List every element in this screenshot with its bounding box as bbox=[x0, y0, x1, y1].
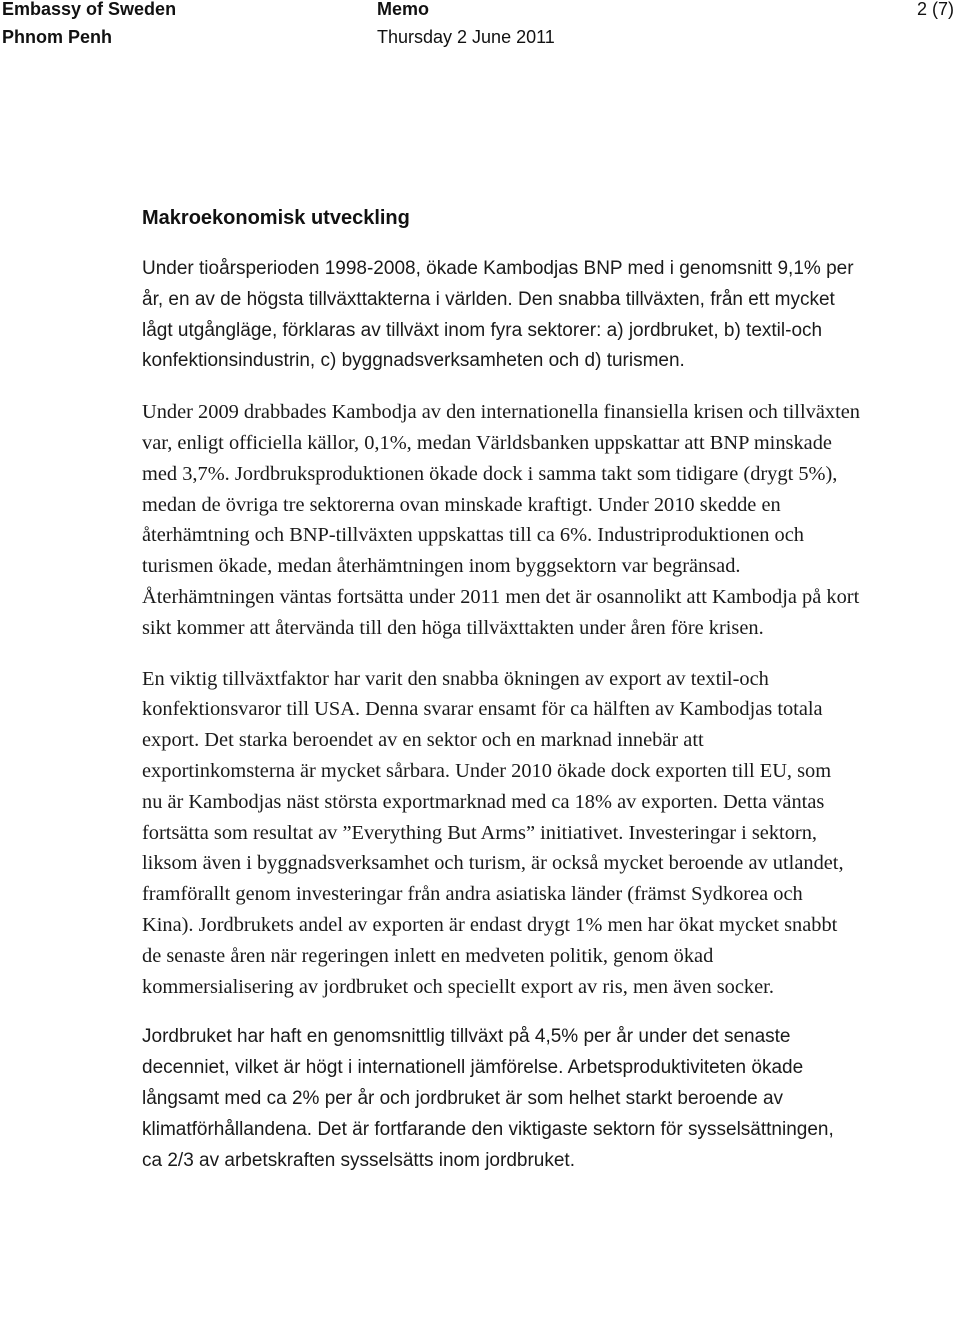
section-heading: Makroekonomisk utveckling bbox=[142, 207, 410, 229]
memo-body bbox=[142, 203, 882, 1176]
header-page-number: 2 (7) bbox=[916, 0, 954, 19]
header-date: Thursday 2 June 2011 bbox=[377, 27, 555, 47]
paragraph-agriculture: Jordbruket har haft en genomsnittlig tillväxt på 4,5% per år under det senaste decenniet, vilket är högt i internationell jämförelse. Arbetsproduktiviteten ökade långsamt med ca 2% per år och jordbruket är som helhet starkt beroende av klimatförhållandena. Det är fortfarande den viktigaste sektorn för sysselsättningen, ca 2/3 av arbetskraften sysselsätts inom jordbruket. bbox=[142, 1026, 834, 1171]
paragraph-gdp-growth: Under tioårsperioden 1998-2008, ökade Kambodjas BNP med i genomsnitt 9,1% per år, en av de högsta tillväxttakterna i världen. Den snabba tillväxten, från ett mycket lågt utgångläge, förklaras av tillväxt inom fyra sektorer: a) jordbruket, b) textil-och konfektionsindustrin, c) byggnadsverksamheten och d) turismen. bbox=[142, 258, 854, 372]
paragraph-financial-crisis: Under 2009 drabbades Kambodja av den internationella finansiella krisen och tillväxten var, enligt officiella källor, 0,1%, medan Världsbanken uppskattar att BNP minskade med 3,7%. Jordbruksproduktionen ökade dock i samma takt som tidigare (drygt 5%), medan de övriga tre sektorerna ovan minskade kraftigt. Under 2010 skedde en återhämtning och BNP-tillväxten uppskattas till ca 6%. Industriproduktionen och turismen ökade, medan återhämtningen inom byggsektorn var begränsad. Återhämtningen väntas fortsätta under 2011 men det är osannolikt att Kambodja på kort sikt kommer att återvända till den höga tillväxttakten under åren före krisen. bbox=[142, 401, 860, 639]
header-document-type: Memo bbox=[377, 0, 430, 19]
memo-header bbox=[0, 0, 960, 60]
paragraph-export-growth: En viktig tillväxtfaktor har varit den snabba ökningen av export av textil-och konfektionsvaror till USA. Denna svarar ensamt för ca hälften av Kambodjas totala export. Det starka beroendet av en sektor och en marknad innebär att exportinkomsterna är mycket sårbara. Under 2010 ökade dock exporten till EU, som nu är Kambodjas näst största exportmarknad med ca 18% av exporten. Detta väntas fortsätta som resultat av ”Everything But Arms” initiativet. Investeringar i sektorn, liksom även i byggnadsverksamhet och turism, är också mycket beroende av utlandet, framförallt genom investeringar från andra asiatiska länder (främst Sydkorea och Kina). Jordbrukets andel av exporten är endast drygt 1% men har ökat mycket snabbt de senaste åren när regeringen inlett en medveten politik, genom ökad kommersialisering av jordbruket och speciellt export av ris, men även socker. bbox=[142, 667, 844, 998]
header-organization: Embassy of Sweden bbox=[2, 0, 177, 19]
header-city: Phnom Penh bbox=[2, 27, 113, 47]
